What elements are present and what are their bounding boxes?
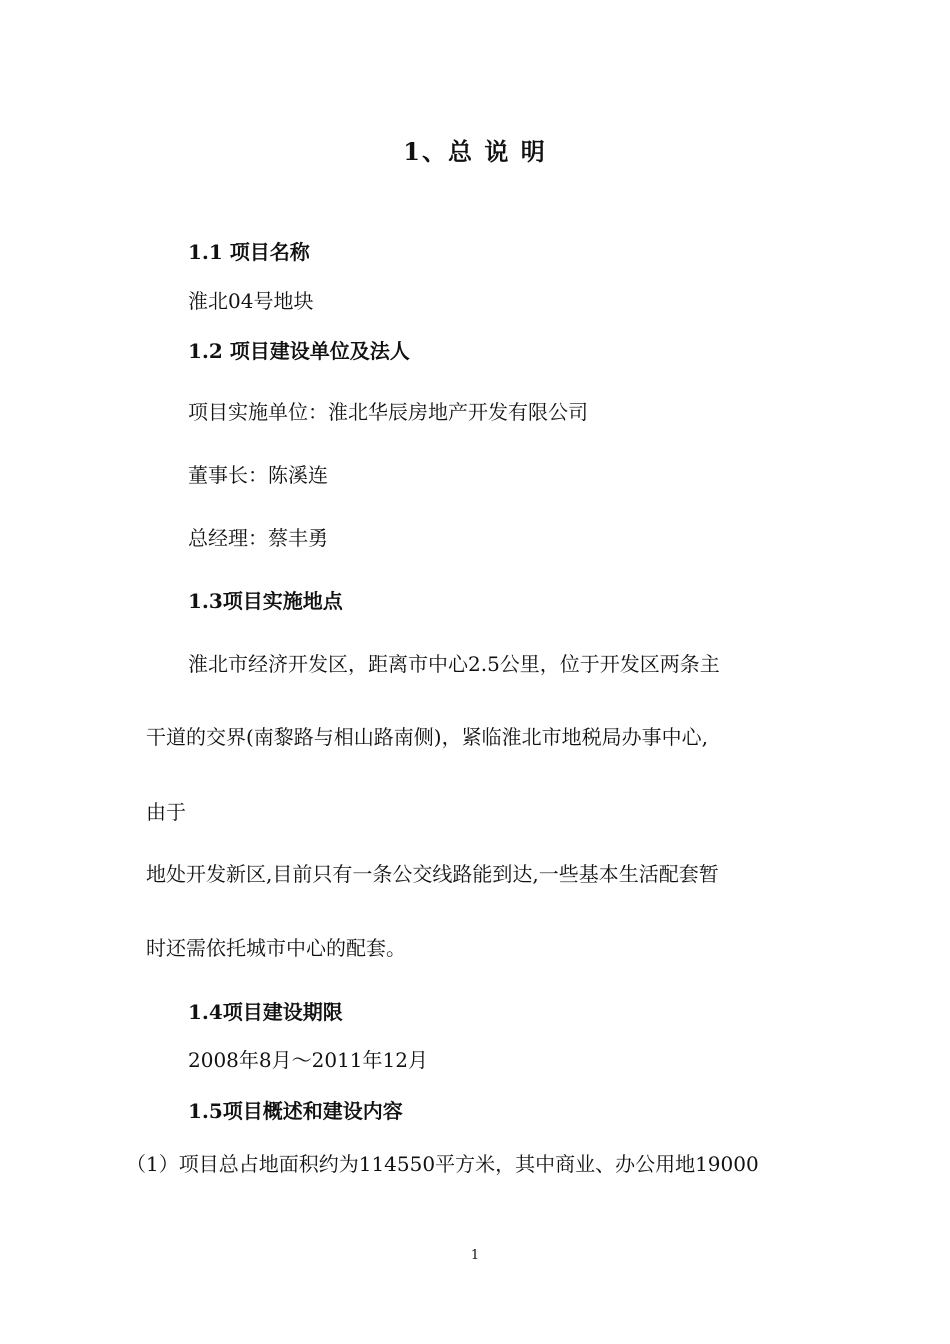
location-line-4: 地处开发新区,目前只有一条公交线路能到达,一些基本生活配套暂 <box>146 862 719 886</box>
location-line-2: 干道的交界(南黎路与相山路南侧)，紧临淮北市地税局办事中心, <box>146 725 708 749</box>
implementing-unit: 项目实施单位：淮北华辰房地产开发有限公司 <box>188 400 588 424</box>
construction-period: 2008年8月～2011年12月 <box>188 1048 428 1072</box>
heading-1-2: 1.2 项目建设单位及法人 <box>188 339 410 363</box>
heading-1-3: 1.3项目实施地点 <box>188 589 343 613</box>
page-number: 1 <box>470 1248 480 1263</box>
heading-1-4: 1.4项目建设期限 <box>188 1000 343 1024</box>
project-name: 淮北04号地块 <box>188 289 314 313</box>
location-line-1: 淮北市经济开发区，距离市中心2.5公里，位于开发区两条主 <box>188 652 720 676</box>
chairman: 董事长：陈溪连 <box>188 463 328 487</box>
heading-1-1: 1.1 项目名称 <box>188 240 310 264</box>
heading-1-5: 1.5项目概述和建设内容 <box>188 1099 403 1123</box>
overview-line-1: （1）项目总占地面积约为114550平方米，其中商业、办公用地19000 <box>126 1152 759 1176</box>
location-line-5: 时还需依托城市中心的配套。 <box>146 936 406 960</box>
document-title: 1、总 说 明 <box>403 137 547 166</box>
general-manager: 总经理：蔡丰勇 <box>188 526 328 550</box>
location-line-3: 由于 <box>146 800 186 824</box>
